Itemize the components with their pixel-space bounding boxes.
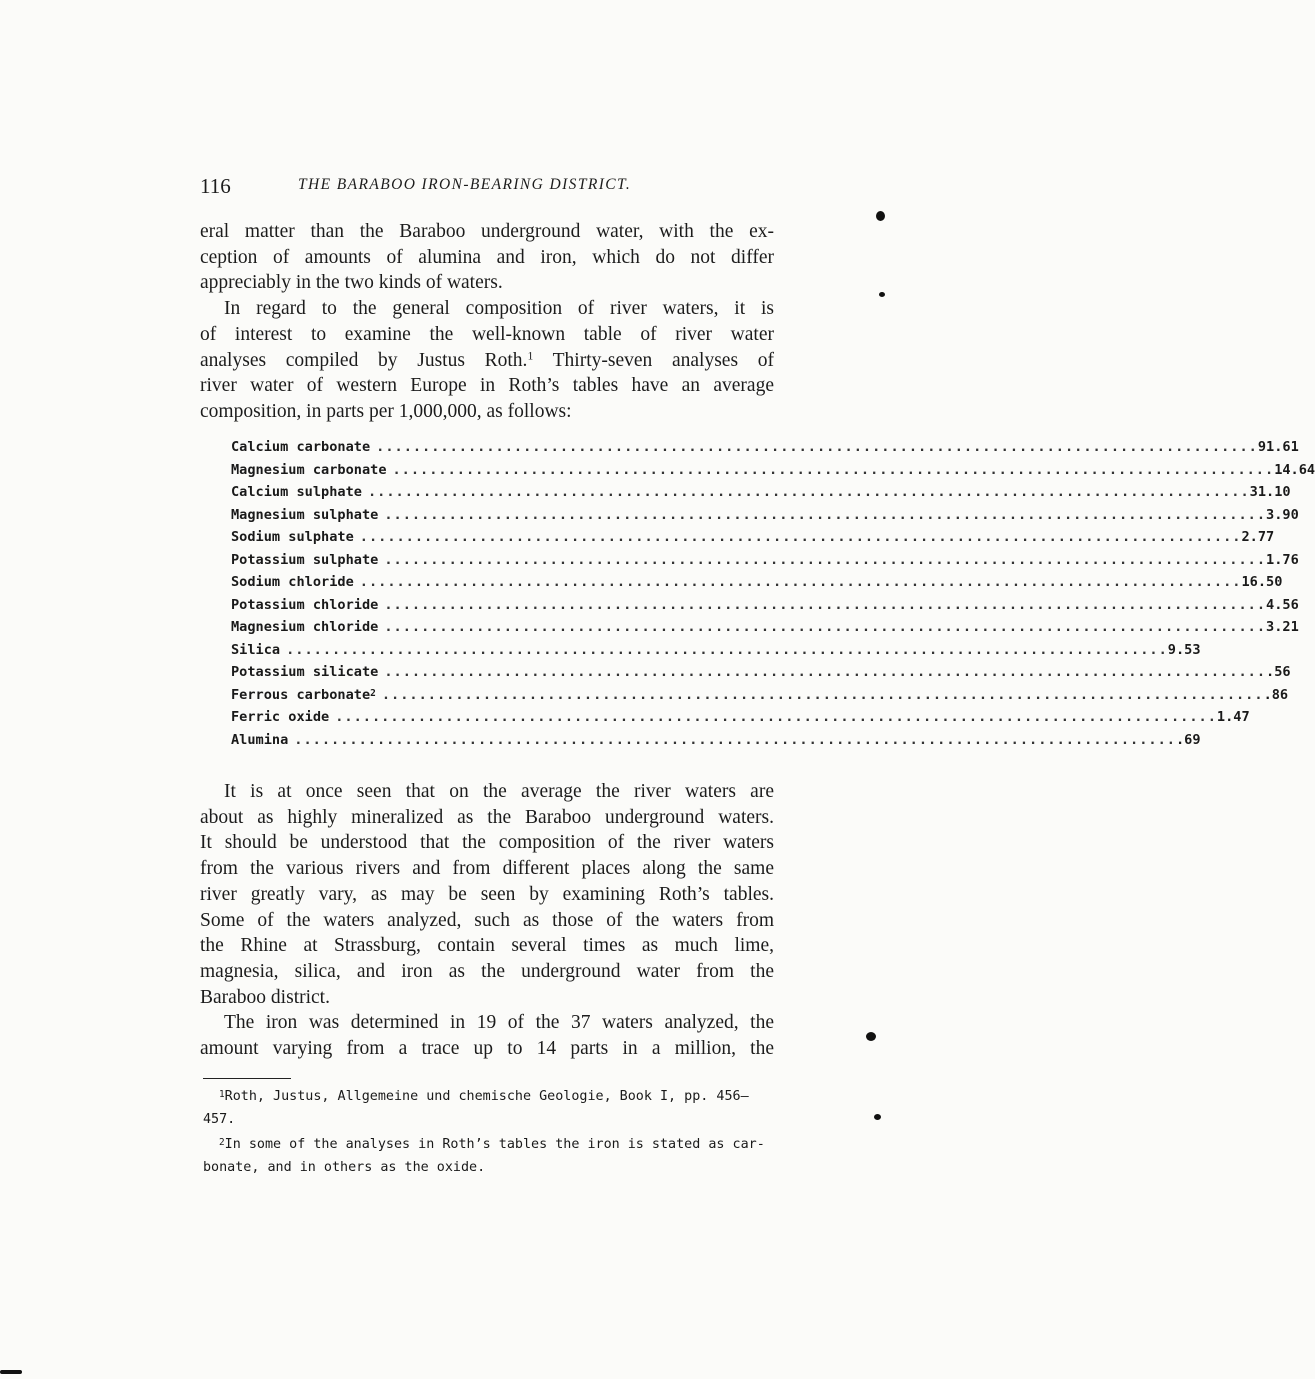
dot-leader: ................................................................................................ [294,731,1176,748]
compound-name [231,732,294,748]
dot-leader: ................................................................................................ [376,439,1258,455]
text-line-with-ref [200,348,774,374]
compound-label: Magnesium sulphate [231,506,379,523]
dot-leader: ................................................................................................ [359,529,1242,545]
compound-name [231,642,286,658]
text-segment: Thirty-seven analyses of [552,349,774,371]
paragraph-roth-intro [200,296,774,425]
compound-name [231,529,360,545]
compound-label: Sodium sulphate [231,529,354,545]
table-row [231,709,1250,732]
compound-label: Magnesium carbonate [231,461,387,478]
compound-name [231,462,393,478]
table-row [231,619,1299,642]
table-row [231,439,1299,462]
table-row [231,664,1291,687]
footnotes [203,1083,775,1179]
footnote-line [203,1131,775,1156]
compound-value: .56 [1266,664,1291,680]
text-line: from the various rivers and from different places along the same [200,858,774,880]
text-line: river greatly vary, as may be seen by examining Roth’s tables. [200,883,774,905]
paragraph-river-comparison [200,779,774,1010]
text-line: It is at once seen that on the average the river waters are [224,781,774,802]
text-block-top [200,219,774,425]
text-line: magnesia, silica, and iron as the underground water from the [200,960,774,982]
footnote-line: bonate, and in others as the oxide. [203,1159,486,1175]
text-line: Baraboo district. [200,986,330,1008]
compound-name [231,439,376,455]
compound-value: 2.77 [1241,529,1275,545]
table-row [231,574,1283,597]
compound-label: Sodium chloride [231,574,354,590]
compound-value: 1.47 [1216,709,1250,725]
compound-value: 91.61 [1257,439,1299,455]
compound-label: Potassium sulphate [231,551,379,568]
compound-name [231,552,384,568]
compound-name [231,484,368,500]
compound-name [231,619,384,635]
dot-leader: ................................................................................................ [367,484,1250,500]
table-row [231,461,1315,485]
compound-label: Silica [231,641,281,658]
footnote-text: Roth, Justus, Allgemeine und chemische Geologie, Book I, pp. 456– [224,1088,749,1104]
dot-leader: ................................................................................................ [335,709,1217,725]
footnote-ref: 2 [370,687,376,699]
dot-leader: ................................................................................................ [286,641,1168,658]
text-line: ception of amounts of alumina and iron, which do not differ [200,246,774,268]
page-header [200,174,774,200]
composition-table [231,439,1315,754]
table-row [231,596,1299,620]
paragraph-continued [200,219,774,296]
compound-name [231,709,335,725]
table-row [231,551,1299,575]
scan-speck [879,292,885,297]
compound-name [231,664,384,680]
scan-speck [866,1032,876,1041]
text-line: Some of the waters analyzed, such as those of the waters from [200,909,774,931]
text-line: of interest to examine the well-known table of river water [200,323,774,345]
text-block-bottom [200,779,774,1062]
compound-label: Calcium carbonate [231,439,371,455]
dot-leader: ................................................................................................ [384,506,1267,523]
paragraph-iron-determination [200,1010,774,1061]
footnote-mark: 1 [219,1089,225,1100]
compound-label: Potassium chloride [231,596,379,613]
compound-value: 16.50 [1241,574,1283,590]
table-row [231,686,1289,710]
dot-leader: ................................................................................................ [384,619,1267,635]
footnote-1 [203,1083,775,1131]
dot-leader: ................................................................................................ [384,596,1267,613]
compound-name [231,597,384,613]
compound-label: Ferric oxide [231,709,330,725]
compound-value: 9.53 [1167,641,1201,658]
text-line: It should be understood that the composition of the river waters [200,832,774,854]
compound-name [231,507,384,523]
text-line: In regard to the general composition of river waters, it is [224,298,774,320]
compound-value: .69 [1175,731,1201,748]
text-line: eral matter than the Baraboo underground water, with the ex- [200,221,774,242]
table-row [231,506,1299,530]
compound-value: 1.76 [1266,551,1299,568]
footnote-line: 457. [203,1111,236,1127]
compound-label: Ferrous carbonate [231,686,371,703]
compound-value: 4.56 [1266,596,1299,613]
text-line: river water of western Europe in Roth’s tables have an average [200,375,774,397]
scan-speck [876,211,885,221]
table-row [231,731,1201,755]
footnote-text: In some of the analyses in Roth’s tables the iron is stated as car- [224,1136,765,1152]
table-row [231,484,1291,507]
dot-leader: ................................................................................................ [381,686,1264,703]
compound-label: Alumina [231,731,289,748]
compound-value: 3.90 [1266,506,1299,523]
compound-label: Potassium silicate [231,664,379,680]
footnote-rule [203,1078,291,1079]
text-line: The iron was determined in 19 of the 37 waters analyzed, the [224,1012,774,1034]
text-segment: analyses compiled by Justus Roth. [200,349,528,371]
footnote-2 [203,1131,775,1179]
text-line: about as highly mineralized as the Baraboo underground waters. [200,806,774,828]
dot-leader: ................................................................................................ [384,551,1267,568]
compound-value: .86 [1263,686,1289,703]
page-number: 116 [200,174,231,198]
running-title: THE BARABOO IRON-BEARING DISTRICT. [298,176,632,193]
text-line: the Rhine at Strassburg, contain several times as much lime, [200,935,774,957]
scan-speck [874,1114,881,1120]
footnote-mark: 2 [219,1136,225,1148]
compound-value: 3.21 [1266,619,1299,635]
footnote-line [203,1083,775,1108]
dot-leader: ................................................................................................ [384,664,1267,680]
footnote-ref: 1 [527,349,534,363]
compound-name [231,574,360,590]
dot-leader: ................................................................................................ [359,574,1242,590]
compound-value: 31.10 [1249,484,1291,500]
text-line: amount varying from a trace up to 14 parts in a million, the [200,1038,774,1060]
text-line: composition, in parts per 1,000,000, as follows: [200,400,572,422]
compound-label: Magnesium chloride [231,619,379,635]
table-row [231,641,1201,665]
text-line: appreciably in the two kinds of waters. [200,272,503,294]
table-row [231,529,1275,552]
dot-leader: ................................................................................................ [392,461,1275,478]
compound-value: 14.64 [1274,461,1315,478]
compound-label: Calcium sulphate [231,484,362,500]
scan-speck [0,1370,22,1374]
compound-name [231,687,382,703]
